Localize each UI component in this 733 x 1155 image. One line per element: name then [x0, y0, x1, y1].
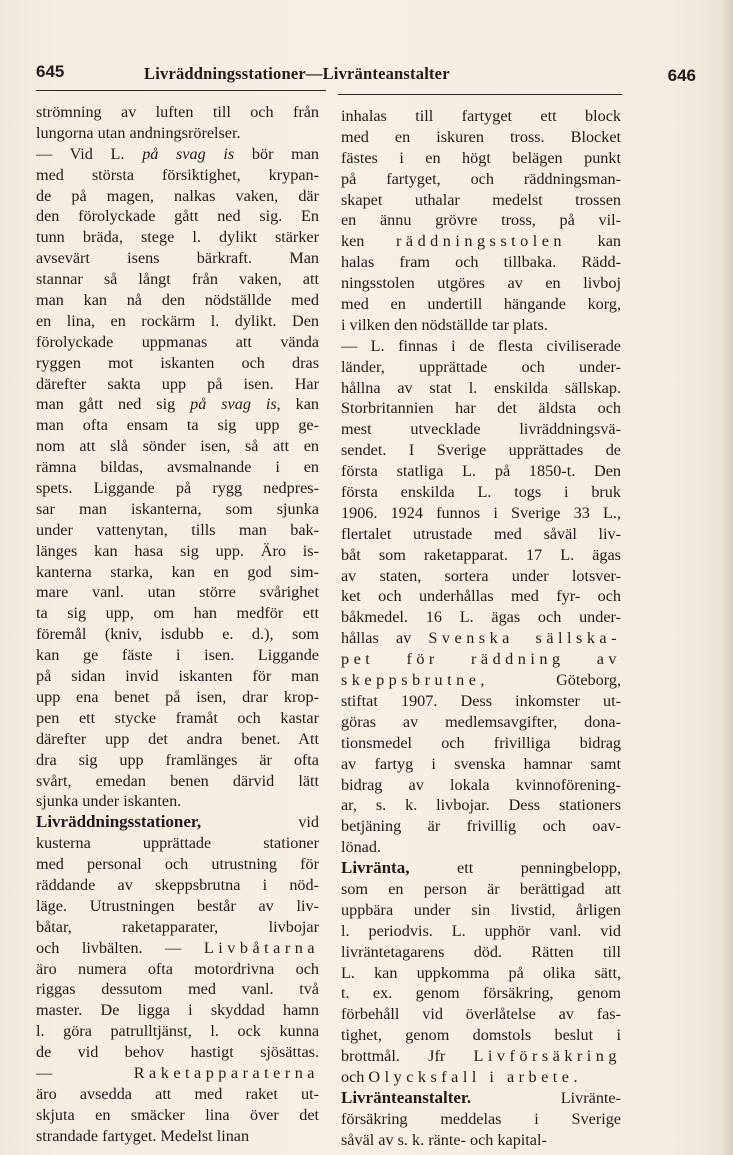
- text-line: bidrag av lokala kvinnoförening-: [341, 775, 621, 794]
- text-line: — Raketapparaterna: [36, 1063, 319, 1082]
- text-line: hållna av stat l. enskilda sällskap.: [341, 378, 621, 397]
- text-line: dra sig upp framlänges är ofta: [36, 750, 319, 769]
- text-line: pet för räddning av: [341, 650, 621, 669]
- text-line: inhalas till fartyget ett block: [341, 107, 621, 125]
- text-line: ken räddningsstolen kan: [341, 232, 621, 251]
- left-column: [36, 102, 319, 1147]
- text-line: sjunka under iskanten.: [36, 792, 182, 811]
- text-line: länges kan hasa sig upp. Äro is-: [36, 541, 319, 560]
- text-line: l. göra patrulltjänst, l. ock kunna: [36, 1022, 319, 1041]
- text-line: med en undertill hängande korg,: [341, 295, 621, 314]
- text-line: riggas dessutom med vanl. två: [36, 980, 319, 999]
- text-line: — Vid L. på svag is bör man: [36, 144, 319, 163]
- page-number-right: 646: [667, 66, 696, 85]
- text-line: under vattenytan, tills man bak-: [36, 520, 319, 539]
- text-line: tighet, genom domstols beslut i: [341, 1026, 621, 1045]
- text-line: tunn bräda, stege l. dylikt stärker: [36, 228, 319, 247]
- text-line: betjäning är frivillig och oav-: [341, 817, 621, 836]
- text-line: stiftat 1907. Dess inkomster ut-: [341, 691, 621, 710]
- text-line: rämna bildas, avsmalnande i en: [36, 458, 319, 477]
- text-line: därefter sakta upp på isen. Har: [36, 374, 319, 393]
- text-line: med en iskuren tross. Blocket: [341, 127, 621, 146]
- text-line: uppbära under sin livstid, årligen: [341, 900, 621, 919]
- text-line: stannar så långt från vaken, att: [36, 270, 319, 289]
- header-rule-right: [338, 94, 622, 95]
- text-line: båt som raketapparat. 17 L. ägas: [341, 545, 621, 564]
- text-line: båkmedel. 16 L. ägas och under-: [341, 608, 621, 627]
- text-line: försäkring meddelas i Sverige: [341, 1109, 621, 1128]
- text-line: kanterna starka, kan en god sim-: [36, 562, 319, 581]
- text-line: äro avsedda att med raket ut-: [36, 1084, 319, 1103]
- text-line: läge. Utrustningen består av liv-: [36, 896, 319, 915]
- text-line: man gått ned sig på svag is, kan: [36, 395, 319, 414]
- text-line: pen ett stycke framåt och kastar: [36, 708, 319, 727]
- text-line: kusterna upprättade stationer: [36, 834, 319, 853]
- text-line: skjuta en smäcker lina över det: [36, 1105, 319, 1124]
- text-line: den förolyckade gått ned sig. En: [36, 207, 319, 226]
- text-line: en lina, en rockärm l. dylikt. Den: [36, 311, 319, 330]
- text-line: länder, upprättade och under-: [341, 357, 621, 376]
- text-line: man kan nå den nödställde med: [36, 291, 319, 310]
- text-line: svårt, emedan benen därvid lätt: [36, 771, 319, 790]
- text-line: L. kan uppkomma på olika sätt,: [341, 963, 621, 982]
- text-line: därefter upp det andra benet. Att: [36, 729, 319, 748]
- text-line: flertalet utrustade med såväl liv-: [341, 524, 621, 543]
- text-line: första enskilda L. togs i bruk: [341, 483, 621, 502]
- text-line: ningsstolen utgöres av en livboj: [341, 274, 621, 293]
- text-line: med personal och utrustning för: [36, 855, 319, 874]
- text-line: 1906. 1924 funnos i Sverige 33 L.,: [341, 503, 621, 522]
- text-line: lönad.: [341, 838, 382, 857]
- text-line: skeppsbrutne, Göteborg,: [341, 671, 621, 690]
- running-title: Livräddningsstationer—Livränteanstalter: [144, 64, 450, 83]
- text-line: strandade fartyget. Medelst linan: [36, 1126, 250, 1145]
- text-line: mare vanl. utan större svårighet: [36, 583, 319, 602]
- text-line: räddande av skeppsbrutna i nöd-: [36, 875, 319, 894]
- text-line: kan ge fäste i isen. Liggande: [36, 646, 319, 665]
- text-line: spets. Liggande på rygg nedpres-: [36, 479, 319, 498]
- text-line: skapet uthalar medelst trossen: [341, 190, 621, 209]
- text-line: tionsmedel och frivilliga bidrag: [341, 733, 621, 752]
- text-line: nom att slå sönder isen, så att en: [36, 437, 319, 456]
- running-header: [36, 60, 696, 90]
- page-number-left: 645: [36, 62, 65, 81]
- text-line: i vilken den nödställde tar plats.: [341, 315, 548, 334]
- text-line: de på magen, nalkas vaken, där: [36, 186, 319, 205]
- text-line: föremål (kniv, isdubb e. d.), som: [36, 625, 319, 644]
- text-line: de vid behov hastigt sjösättas.: [36, 1043, 319, 1062]
- text-line: ta sig upp, om han medför ett: [36, 604, 319, 623]
- text-line: av fartyg i svenska hamnar samt: [341, 754, 621, 773]
- text-line: Livränta, ett penningbelopp,: [341, 858, 621, 878]
- text-line: — L. finnas i de flesta civiliserade: [341, 336, 621, 355]
- text-line: Storbritannien har det äldsta och: [341, 399, 621, 418]
- text-line: lungorna utan andningsrörelser.: [36, 123, 241, 142]
- text-line: halas fram och tillbaka. Rädd-: [341, 253, 621, 272]
- text-line: Livränteanstalter. Livränte-: [341, 1087, 621, 1107]
- text-line: Livräddningsstationer, vid: [36, 812, 319, 832]
- text-line: man ofta ensam ta sig upp ge-: [36, 416, 319, 435]
- text-line: ryggen mot iskanten och dras: [36, 353, 319, 372]
- text-line: upp ena benet på isen, drar krop-: [36, 687, 319, 706]
- text-line: och Olycksfall i arbete.: [341, 1067, 583, 1086]
- text-line: som en person är berättigad att: [341, 879, 621, 898]
- page-edge-shadow: [721, 0, 733, 1155]
- text-line: strömning av luften till och från: [36, 103, 319, 121]
- header-rule-left: [36, 90, 326, 91]
- text-line: båtar, raketapparater, livbojar: [36, 917, 319, 936]
- text-line: och livbälten. — Livbåtarna: [36, 938, 319, 957]
- text-line: master. De ligga i skyddad hamn: [36, 1001, 319, 1020]
- text-line: hållas av Svenska sällska-: [341, 629, 621, 648]
- text-line: t. ex. genom försäkring, genom: [341, 984, 621, 1003]
- text-line: första statliga L. på 1850-t. Den: [341, 462, 621, 481]
- text-line: ar, s. k. livbojar. Dess stationers: [341, 796, 621, 815]
- text-line: såväl av s. k. ränte- och kapital-: [341, 1130, 547, 1149]
- text-line: brottmål. Jfr Livförsäkring: [341, 1047, 621, 1066]
- text-line: en ännu grövre tross, på vil-: [341, 211, 621, 230]
- text-line: mest utvecklade livräddningsvä-: [341, 420, 621, 439]
- text-line: av staten, sortera under lotsver-: [341, 566, 621, 585]
- text-line: avsevärt isens bärkraft. Man: [36, 249, 319, 268]
- text-line: på fartyget, och räddningsman-: [341, 169, 621, 188]
- text-line: göras av medlemsavgifter, dona-: [341, 712, 621, 731]
- text-line: ket och underhållas med fyr- och: [341, 587, 621, 606]
- text-line: på sidan invid iskanten för man: [36, 667, 319, 686]
- text-line: äro numera ofta motordrivna och: [36, 959, 319, 978]
- right-column: [341, 106, 621, 1151]
- text-line: sendet. I Sverige upprättades de: [341, 441, 621, 460]
- text-line: med största försiktighet, krypan-: [36, 165, 319, 184]
- text-line: fästes i en högt belägen punkt: [341, 148, 621, 167]
- text-line: livräntetagarens död. Rätten till: [341, 942, 621, 961]
- text-line: l. periodvis. L. upphör vanl. vid: [341, 921, 621, 940]
- text-line: förbehåll vid överlåtelse av fas-: [341, 1005, 621, 1024]
- text-line: förolyckade uppmanas att vända: [36, 332, 319, 351]
- text-line: sar man iskanterna, som sjunka: [36, 499, 319, 518]
